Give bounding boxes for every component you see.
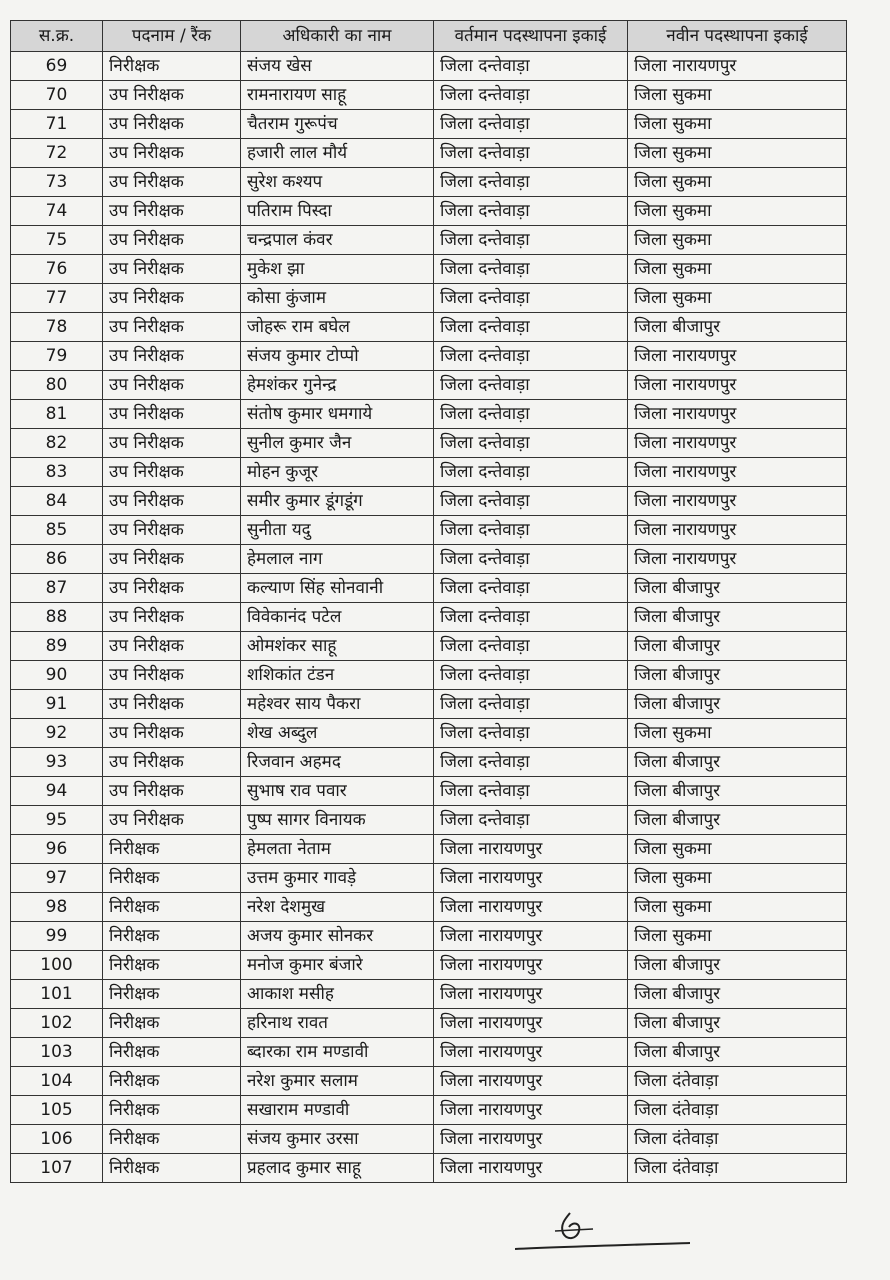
cell-new-unit: जिला सुकमा [628, 197, 847, 226]
table-body [11, 52, 847, 1183]
cell-officer-name: हरिनाथ रावत [241, 1009, 434, 1038]
cell-serial-number: 77 [11, 284, 103, 313]
cell-new-unit: जिला दंतेवाड़ा [628, 1125, 847, 1154]
cell-current-unit: जिला नारायणपुर [434, 1125, 628, 1154]
table-row [11, 980, 847, 1009]
cell-officer-name: ब्दारका राम मण्डावी [241, 1038, 434, 1067]
cell-new-unit: जिला नारायणपुर [628, 342, 847, 371]
cell-serial-number: 100 [11, 951, 103, 980]
cell-new-unit: जिला सुकमा [628, 168, 847, 197]
cell-officer-name: पुष्प सागर विनायक [241, 806, 434, 835]
table-row [11, 284, 847, 313]
cell-current-unit: जिला दन्तेवाड़ा [434, 429, 628, 458]
cell-officer-name: सुनीता यदु [241, 516, 434, 545]
cell-new-unit: जिला सुकमा [628, 139, 847, 168]
cell-rank: उप निरीक्षक [103, 661, 241, 690]
table-row [11, 1038, 847, 1067]
cell-officer-name: सुरेश कश्यप [241, 168, 434, 197]
cell-current-unit: जिला दन्तेवाड़ा [434, 226, 628, 255]
cell-current-unit: जिला नारायणपुर [434, 1009, 628, 1038]
cell-new-unit: जिला बीजापुर [628, 574, 847, 603]
cell-officer-name: प्रहलाद कुमार साहू [241, 1154, 434, 1183]
cell-serial-number: 85 [11, 516, 103, 545]
cell-rank: उप निरीक्षक [103, 777, 241, 806]
cell-serial-number: 92 [11, 719, 103, 748]
cell-rank: निरीक्षक [103, 951, 241, 980]
cell-new-unit: जिला सुकमा [628, 719, 847, 748]
cell-serial-number: 102 [11, 1009, 103, 1038]
cell-new-unit: जिला बीजापुर [628, 777, 847, 806]
cell-current-unit: जिला दन्तेवाड़ा [434, 777, 628, 806]
cell-officer-name: नरेश देशमुख [241, 893, 434, 922]
cell-serial-number: 97 [11, 864, 103, 893]
table-row [11, 690, 847, 719]
cell-officer-name: संतोष कुमार धमगाये [241, 400, 434, 429]
cell-officer-name: ओमशंकर साहू [241, 632, 434, 661]
cell-serial-number: 89 [11, 632, 103, 661]
cell-serial-number: 78 [11, 313, 103, 342]
cell-new-unit: जिला सुकमा [628, 284, 847, 313]
cell-new-unit: जिला नारायणपुर [628, 400, 847, 429]
cell-serial-number: 101 [11, 980, 103, 1009]
cell-new-unit: जिला नारायणपुर [628, 52, 847, 81]
cell-new-unit: जिला नारायणपुर [628, 371, 847, 400]
table-row [11, 1125, 847, 1154]
cell-officer-name: आकाश मसीह [241, 980, 434, 1009]
table-row [11, 168, 847, 197]
cell-officer-name: महेश्वर साय पैकरा [241, 690, 434, 719]
table-row [11, 1009, 847, 1038]
cell-current-unit: जिला नारायणपुर [434, 893, 628, 922]
cell-current-unit: जिला दन्तेवाड़ा [434, 719, 628, 748]
cell-officer-name: संजय कुमार उरसा [241, 1125, 434, 1154]
cell-rank: उप निरीक्षक [103, 516, 241, 545]
cell-serial-number: 72 [11, 139, 103, 168]
table-row [11, 864, 847, 893]
cell-rank: उप निरीक्षक [103, 371, 241, 400]
cell-rank: उप निरीक्षक [103, 545, 241, 574]
table-row [11, 719, 847, 748]
cell-new-unit: जिला बीजापुर [628, 980, 847, 1009]
cell-officer-name: अजय कुमार सोनकर [241, 922, 434, 951]
table-row [11, 806, 847, 835]
cell-officer-name: शेख अब्दुल [241, 719, 434, 748]
cell-rank: निरीक्षक [103, 1125, 241, 1154]
cell-current-unit: जिला नारायणपुर [434, 835, 628, 864]
cell-rank: निरीक्षक [103, 864, 241, 893]
cell-rank: उप निरीक्षक [103, 690, 241, 719]
cell-new-unit: जिला बीजापुर [628, 661, 847, 690]
table-row [11, 52, 847, 81]
cell-rank: उप निरीक्षक [103, 458, 241, 487]
cell-current-unit: जिला दन्तेवाड़ा [434, 110, 628, 139]
cell-serial-number: 74 [11, 197, 103, 226]
cell-rank: निरीक्षक [103, 835, 241, 864]
signature-mark [515, 1205, 695, 1255]
cell-serial-number: 76 [11, 255, 103, 284]
cell-current-unit: जिला दन्तेवाड़ा [434, 574, 628, 603]
cell-serial-number: 87 [11, 574, 103, 603]
table-row [11, 748, 847, 777]
cell-rank: उप निरीक्षक [103, 342, 241, 371]
cell-serial-number: 88 [11, 603, 103, 632]
cell-rank: उप निरीक्षक [103, 748, 241, 777]
cell-current-unit: जिला दन्तेवाड़ा [434, 255, 628, 284]
cell-rank: उप निरीक्षक [103, 284, 241, 313]
cell-officer-name: संजय कुमार टोप्पो [241, 342, 434, 371]
transfer-table [10, 20, 847, 1183]
table-row [11, 110, 847, 139]
cell-new-unit: जिला बीजापुर [628, 313, 847, 342]
cell-new-unit: जिला बीजापुर [628, 690, 847, 719]
cell-serial-number: 95 [11, 806, 103, 835]
table-row [11, 777, 847, 806]
cell-new-unit: जिला दंतेवाड़ा [628, 1096, 847, 1125]
cell-current-unit: जिला दन्तेवाड़ा [434, 52, 628, 81]
cell-current-unit: जिला दन्तेवाड़ा [434, 806, 628, 835]
cell-new-unit: जिला सुकमा [628, 110, 847, 139]
cell-rank: निरीक्षक [103, 893, 241, 922]
cell-rank: निरीक्षक [103, 922, 241, 951]
cell-current-unit: जिला दन्तेवाड़ा [434, 545, 628, 574]
table-row [11, 487, 847, 516]
table-row [11, 197, 847, 226]
cell-serial-number: 105 [11, 1096, 103, 1125]
cell-current-unit: जिला दन्तेवाड़ा [434, 400, 628, 429]
cell-current-unit: जिला दन्तेवाड़ा [434, 516, 628, 545]
cell-officer-name: हेमलाल नाग [241, 545, 434, 574]
cell-rank: निरीक्षक [103, 52, 241, 81]
cell-officer-name: हेमलता नेताम [241, 835, 434, 864]
cell-new-unit: जिला सुकमा [628, 835, 847, 864]
cell-rank: उप निरीक्षक [103, 603, 241, 632]
table-row [11, 574, 847, 603]
cell-serial-number: 99 [11, 922, 103, 951]
cell-serial-number: 83 [11, 458, 103, 487]
cell-rank: उप निरीक्षक [103, 226, 241, 255]
cell-rank: उप निरीक्षक [103, 168, 241, 197]
cell-rank: निरीक्षक [103, 1154, 241, 1183]
cell-rank: निरीक्षक [103, 1096, 241, 1125]
cell-officer-name: शशिकांत टंडन [241, 661, 434, 690]
cell-officer-name: मनोज कुमार बंजारे [241, 951, 434, 980]
header-new-unit: नवीन पदस्थापना इकाई [628, 21, 847, 52]
cell-new-unit: जिला सुकमा [628, 922, 847, 951]
cell-current-unit: जिला नारायणपुर [434, 1096, 628, 1125]
table-row [11, 516, 847, 545]
cell-current-unit: जिला दन्तेवाड़ा [434, 371, 628, 400]
cell-current-unit: जिला दन्तेवाड़ा [434, 197, 628, 226]
cell-officer-name: संजय खेस [241, 52, 434, 81]
table-row [11, 603, 847, 632]
cell-current-unit: जिला नारायणपुर [434, 1038, 628, 1067]
table-header-row [11, 21, 847, 52]
cell-rank: उप निरीक्षक [103, 719, 241, 748]
table-row [11, 1154, 847, 1183]
cell-new-unit: जिला सुकमा [628, 864, 847, 893]
cell-current-unit: जिला दन्तेवाड़ा [434, 632, 628, 661]
table-row [11, 458, 847, 487]
table-row [11, 342, 847, 371]
cell-new-unit: जिला नारायणपुर [628, 487, 847, 516]
cell-serial-number: 86 [11, 545, 103, 574]
table-row [11, 893, 847, 922]
cell-current-unit: जिला नारायणपुर [434, 951, 628, 980]
cell-current-unit: जिला दन्तेवाड़ा [434, 313, 628, 342]
cell-officer-name: हजारी लाल मौर्य [241, 139, 434, 168]
cell-current-unit: जिला दन्तेवाड़ा [434, 139, 628, 168]
cell-rank: उप निरीक्षक [103, 110, 241, 139]
table-row [11, 226, 847, 255]
cell-serial-number: 80 [11, 371, 103, 400]
cell-serial-number: 73 [11, 168, 103, 197]
cell-serial-number: 81 [11, 400, 103, 429]
cell-rank: निरीक्षक [103, 1038, 241, 1067]
cell-rank: उप निरीक्षक [103, 400, 241, 429]
cell-new-unit: जिला बीजापुर [628, 951, 847, 980]
cell-serial-number: 91 [11, 690, 103, 719]
table-row [11, 1067, 847, 1096]
cell-rank: निरीक्षक [103, 1009, 241, 1038]
table-row [11, 400, 847, 429]
table-row [11, 139, 847, 168]
cell-new-unit: जिला बीजापुर [628, 806, 847, 835]
cell-officer-name: जोहरू राम बघेल [241, 313, 434, 342]
cell-serial-number: 104 [11, 1067, 103, 1096]
cell-new-unit: जिला नारायणपुर [628, 429, 847, 458]
cell-officer-name: उत्तम कुमार गावड़े [241, 864, 434, 893]
cell-officer-name: समीर कुमार डूंगडूंग [241, 487, 434, 516]
cell-rank: उप निरीक्षक [103, 429, 241, 458]
cell-current-unit: जिला नारायणपुर [434, 1067, 628, 1096]
cell-serial-number: 103 [11, 1038, 103, 1067]
table-row [11, 429, 847, 458]
header-serial: स.क्र. [11, 21, 103, 52]
cell-officer-name: कोसा कुंजाम [241, 284, 434, 313]
cell-new-unit: जिला बीजापुर [628, 603, 847, 632]
cell-current-unit: जिला दन्तेवाड़ा [434, 690, 628, 719]
table-row [11, 661, 847, 690]
table-row [11, 545, 847, 574]
cell-serial-number: 69 [11, 52, 103, 81]
cell-current-unit: जिला दन्तेवाड़ा [434, 748, 628, 777]
cell-rank: उप निरीक्षक [103, 632, 241, 661]
cell-serial-number: 93 [11, 748, 103, 777]
cell-new-unit: जिला दंतेवाड़ा [628, 1067, 847, 1096]
cell-current-unit: जिला दन्तेवाड़ा [434, 81, 628, 110]
table-row [11, 371, 847, 400]
cell-current-unit: जिला दन्तेवाड़ा [434, 284, 628, 313]
cell-serial-number: 71 [11, 110, 103, 139]
cell-serial-number: 79 [11, 342, 103, 371]
cell-officer-name: विवेकानंद पटेल [241, 603, 434, 632]
cell-new-unit: जिला नारायणपुर [628, 545, 847, 574]
cell-serial-number: 107 [11, 1154, 103, 1183]
table-row [11, 313, 847, 342]
cell-current-unit: जिला दन्तेवाड़ा [434, 661, 628, 690]
cell-officer-name: सखाराम मण्डावी [241, 1096, 434, 1125]
cell-new-unit: जिला नारायणपुर [628, 458, 847, 487]
cell-current-unit: जिला नारायणपुर [434, 864, 628, 893]
cell-serial-number: 98 [11, 893, 103, 922]
cell-new-unit: जिला दंतेवाड़ा [628, 1154, 847, 1183]
cell-new-unit: जिला बीजापुर [628, 632, 847, 661]
cell-new-unit: जिला सुकमा [628, 226, 847, 255]
cell-officer-name: सुभाष राव पवार [241, 777, 434, 806]
cell-serial-number: 84 [11, 487, 103, 516]
header-rank: पदनाम / रैंक [103, 21, 241, 52]
header-officer-name: अधिकारी का नाम [241, 21, 434, 52]
cell-new-unit: जिला नारायणपुर [628, 516, 847, 545]
cell-current-unit: जिला नारायणपुर [434, 1154, 628, 1183]
cell-current-unit: जिला दन्तेवाड़ा [434, 487, 628, 516]
cell-officer-name: नरेश कुमार सलाम [241, 1067, 434, 1096]
cell-current-unit: जिला दन्तेवाड़ा [434, 342, 628, 371]
table-row [11, 81, 847, 110]
cell-rank: उप निरीक्षक [103, 487, 241, 516]
table-row [11, 922, 847, 951]
cell-officer-name: हेमशंकर गुनेन्द्र [241, 371, 434, 400]
cell-new-unit: जिला सुकमा [628, 81, 847, 110]
cell-current-unit: जिला नारायणपुर [434, 980, 628, 1009]
cell-rank: उप निरीक्षक [103, 313, 241, 342]
cell-serial-number: 82 [11, 429, 103, 458]
cell-serial-number: 90 [11, 661, 103, 690]
cell-officer-name: सुनील कुमार जैन [241, 429, 434, 458]
cell-rank: उप निरीक्षक [103, 139, 241, 168]
cell-officer-name: मुकेश झा [241, 255, 434, 284]
cell-current-unit: जिला दन्तेवाड़ा [434, 458, 628, 487]
cell-rank: उप निरीक्षक [103, 806, 241, 835]
cell-rank: उप निरीक्षक [103, 574, 241, 603]
table-row [11, 1096, 847, 1125]
table-row [11, 835, 847, 864]
cell-officer-name: चन्द्रपाल कंवर [241, 226, 434, 255]
table-row [11, 632, 847, 661]
cell-rank: उप निरीक्षक [103, 81, 241, 110]
table-row [11, 255, 847, 284]
cell-serial-number: 94 [11, 777, 103, 806]
cell-serial-number: 75 [11, 226, 103, 255]
cell-current-unit: जिला दन्तेवाड़ा [434, 603, 628, 632]
cell-rank: उप निरीक्षक [103, 255, 241, 284]
cell-rank: निरीक्षक [103, 980, 241, 1009]
cell-rank: उप निरीक्षक [103, 197, 241, 226]
cell-current-unit: जिला नारायणपुर [434, 922, 628, 951]
cell-serial-number: 70 [11, 81, 103, 110]
cell-rank: निरीक्षक [103, 1067, 241, 1096]
cell-new-unit: जिला सुकमा [628, 893, 847, 922]
cell-new-unit: जिला बीजापुर [628, 1009, 847, 1038]
cell-officer-name: मोहन कुजूर [241, 458, 434, 487]
cell-current-unit: जिला दन्तेवाड़ा [434, 168, 628, 197]
cell-officer-name: रिजवान अहमद [241, 748, 434, 777]
table-row [11, 951, 847, 980]
cell-officer-name: चैतराम गुरूपंच [241, 110, 434, 139]
cell-officer-name: रामनारायण साहू [241, 81, 434, 110]
cell-serial-number: 106 [11, 1125, 103, 1154]
cell-new-unit: जिला बीजापुर [628, 748, 847, 777]
header-current-unit: वर्तमान पदस्थापना इकाई [434, 21, 628, 52]
cell-serial-number: 96 [11, 835, 103, 864]
cell-officer-name: पतिराम पिस्दा [241, 197, 434, 226]
cell-officer-name: कल्याण सिंह सोनवानी [241, 574, 434, 603]
cell-new-unit: जिला बीजापुर [628, 1038, 847, 1067]
cell-new-unit: जिला सुकमा [628, 255, 847, 284]
